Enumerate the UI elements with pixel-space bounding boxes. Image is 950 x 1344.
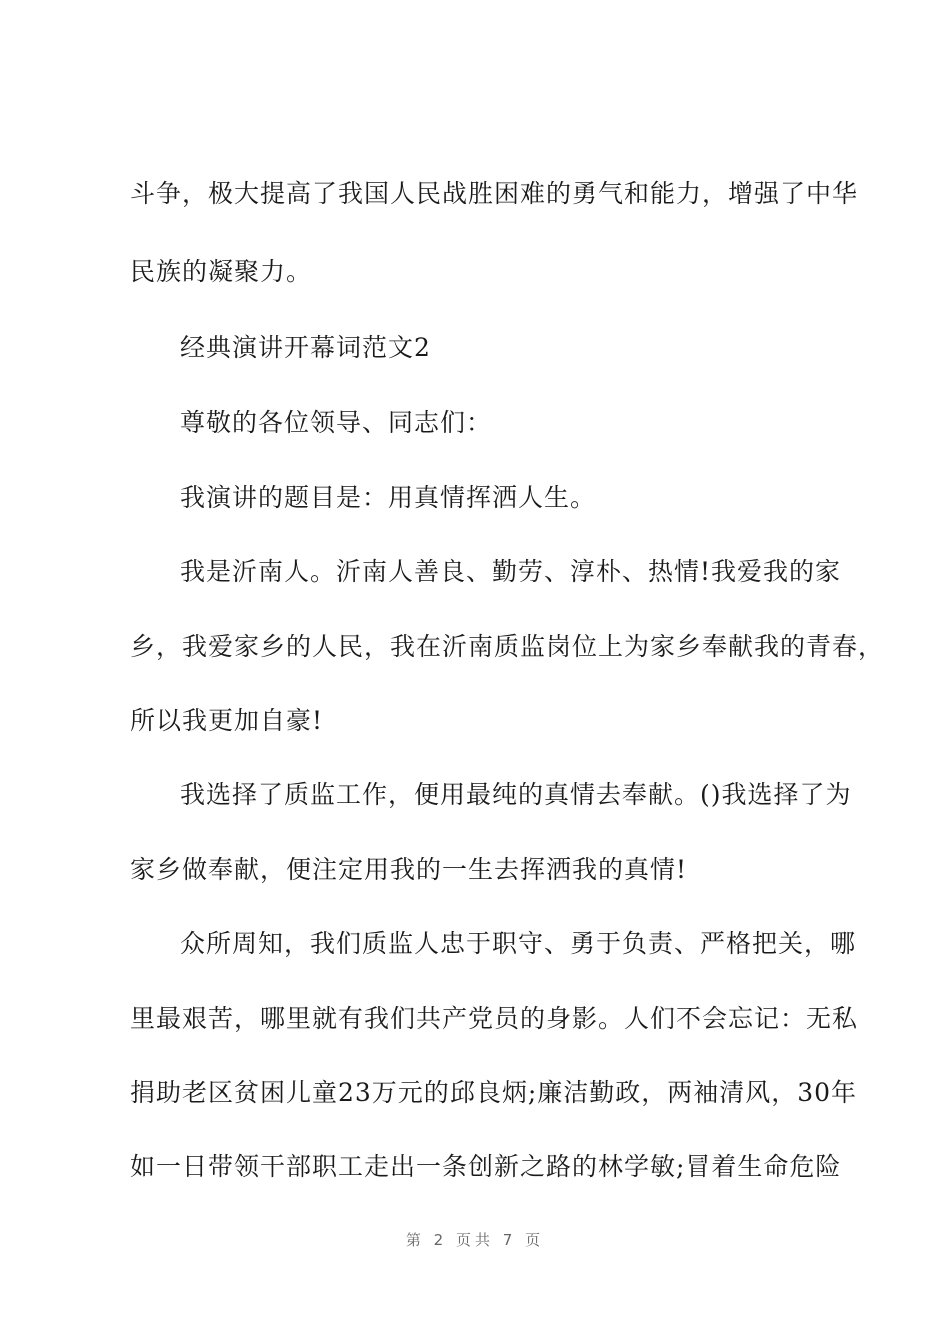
paragraph-line: 众所周知，我们质监人忠于职守、勇于负责、严格把关，哪 (180, 929, 857, 958)
paragraph-line: 我是沂南人。沂南人善良、勤劳、淳朴、热情!我爱我的家 (180, 557, 842, 586)
paragraph-line: 我演讲的题目是：用真情挥洒人生。 (180, 483, 597, 512)
paragraph-line: 捐助老区贫困儿童23万元的邱良炳;廉洁勤政，两袖清风，30年 (130, 1078, 858, 1107)
section-heading: 经典演讲开幕词范文2 (180, 333, 431, 362)
paragraph-line: 家乡做奉献，便注定用我的一生去挥洒我的真情! (130, 855, 688, 884)
paragraph-line: 乡，我爱家乡的人民，我在沂南质监岗位上为家乡奉献我的青春， (130, 632, 885, 661)
paragraph-line: 如一日带领干部职工走出一条创新之路的林学敏;冒着生命危险 (130, 1152, 842, 1181)
paragraph-line: 民族的凝聚力。 (130, 257, 313, 286)
paragraph-line: 斗争，极大提高了我国人民战胜困难的勇气和能力，增强了中华 (130, 179, 859, 208)
paragraph-line: 我选择了质监工作，便用最纯的真情去奉献。()我选择了为 (180, 780, 852, 809)
paragraph-line: 里最艰苦，哪里就有我们共产党员的身影。人们不会忘记：无私 (130, 1004, 859, 1033)
salutation: 尊敬的各位领导、同志们： (180, 408, 493, 437)
page-number-footer: 第 2 页共 7 页 (405, 1231, 545, 1249)
paragraph-line: 所以我更加自豪! (130, 706, 324, 735)
